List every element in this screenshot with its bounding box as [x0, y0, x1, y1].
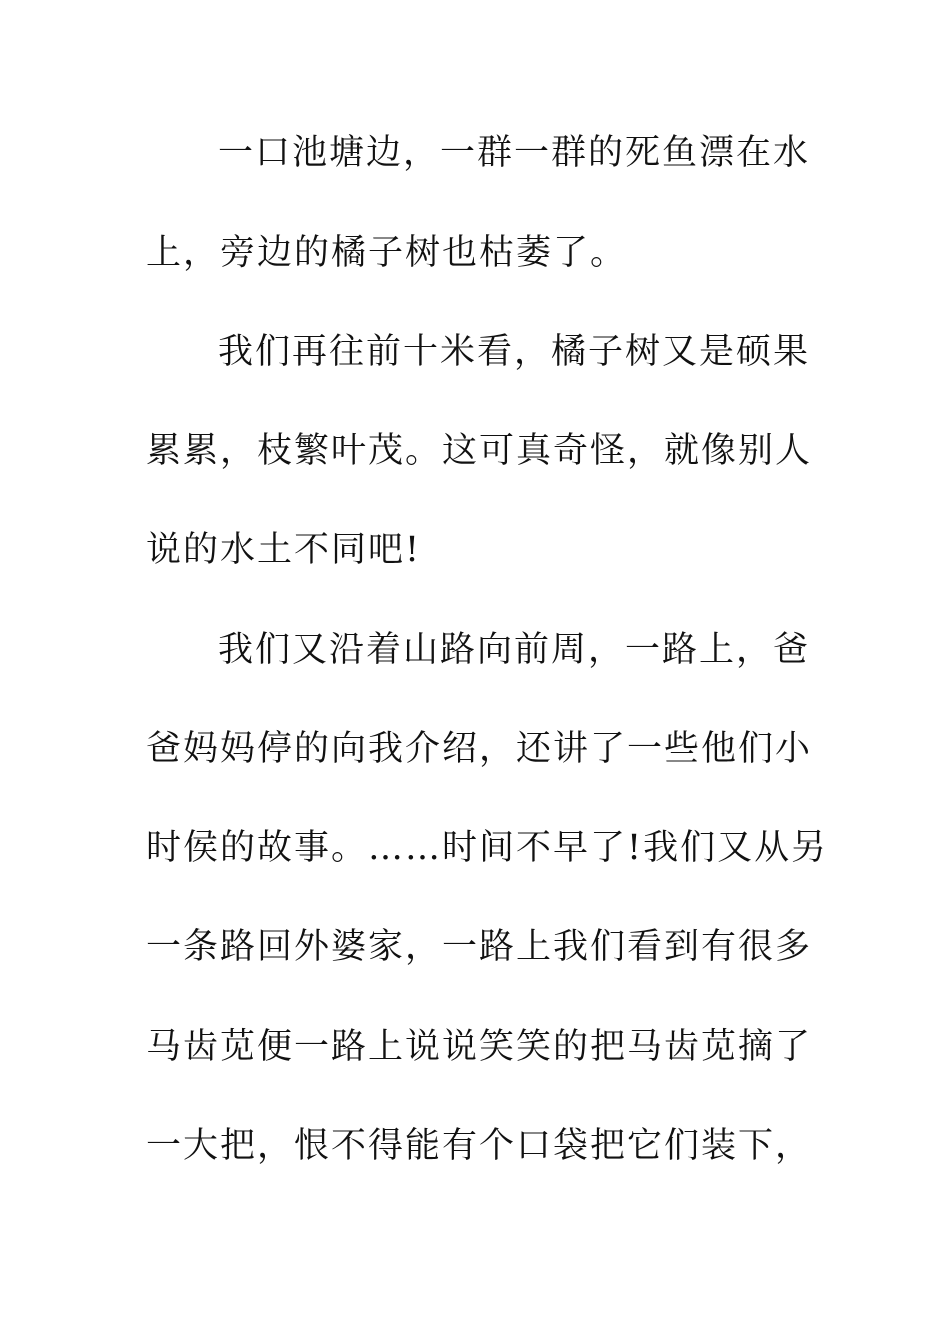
- paragraph-3-line-6: 一大把，恨不得能有个口袋把它们装下，: [146, 1126, 813, 1166]
- paragraph-2-line-3: 说的水土不同吧!: [146, 530, 422, 570]
- paragraph-2-line-1: 我们再往前十米看，橘子树又是硕果: [218, 332, 811, 372]
- paragraph-1-line-1: 一口池塘边，一群一群的死鱼漂在水: [218, 133, 811, 173]
- paragraph-3-line-1: 我们又沿着山路向前周，一路上，爸: [218, 630, 811, 670]
- paragraph-1-line-2: 上，旁边的橘子树也枯萎了。: [146, 233, 628, 273]
- paragraph-2-line-2: 累累，枝繁叶茂。这可真奇怪，就像别人: [146, 431, 813, 471]
- paragraph-3-line-2: 爸妈妈停的向我介绍，还讲了一些他们小: [146, 729, 813, 769]
- paragraph-3-line-5: 马齿苋便一路上说说笑笑的把马齿苋摘了: [146, 1027, 813, 1067]
- paragraph-3-line-4: 一条路回外婆家，一路上我们看到有很多: [146, 927, 813, 967]
- paragraph-3-line-3: 时侯的故事。……时间不早了!我们又从另: [146, 828, 829, 868]
